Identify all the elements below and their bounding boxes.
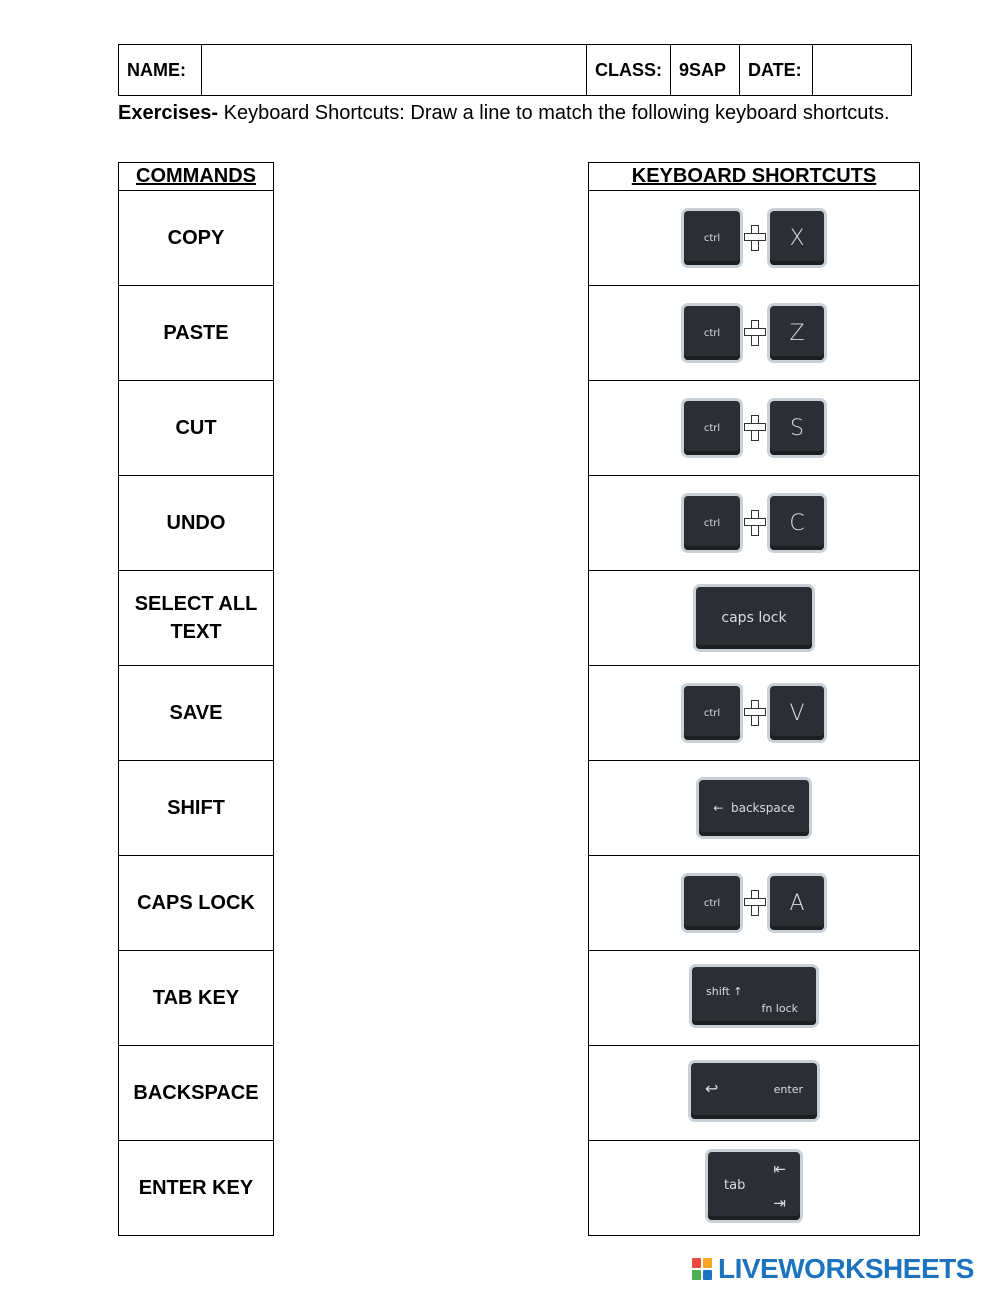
shortcut-cell[interactable] [589,761,920,856]
ctrl-key: ctrl [684,876,740,930]
liveworksheets-icon [692,1258,712,1280]
shortcut-cell[interactable] [589,666,920,761]
shift-label: shift ↑ [706,984,743,998]
letter-key: S [770,401,824,455]
command-item[interactable]: PASTE [119,286,274,381]
shortcut-cell[interactable] [589,381,920,476]
caps-lock-key: caps lock [696,587,812,649]
plus-icon [744,700,766,726]
letter-key: V [770,686,824,740]
name-label: NAME: [119,45,202,96]
ctrl-key: ctrl [684,401,740,455]
tab-key [708,1152,800,1220]
command-item[interactable]: TAB KEY [119,951,274,1046]
shortcut-cell[interactable] [589,286,920,381]
tab-forward-arrow-icon: ⇥ [773,1193,786,1212]
shortcuts-header: KEYBOARD SHORTCUTS [589,163,920,191]
letter-key: X [770,211,824,265]
left-arrow-icon: ← [713,801,724,815]
shortcut-cell[interactable] [589,476,920,571]
shortcuts-table [588,162,920,1236]
letter-key: C [770,496,824,550]
backspace-label: backspace [730,801,795,815]
name-field[interactable] [202,45,587,96]
shortcut-cell[interactable] [589,856,920,951]
liveworksheets-wordmark: LIVEWORKSHEETS [718,1253,974,1284]
instructions [118,97,908,129]
enter-label: enter [773,1082,803,1096]
ctrl-key: ctrl [684,496,740,550]
class-value: 9SAP [671,45,740,96]
tab-back-arrow-icon: ⇤ [773,1159,786,1178]
enter-key [691,1063,817,1119]
instructions-text: Keyboard Shortcuts: Draw a line to match the following keyboard shortcuts. [218,102,890,124]
key-combo [684,401,824,455]
letter-key: Z [770,306,824,360]
key-combo [684,306,824,360]
command-item[interactable]: SELECT ALL TEXT [119,571,274,666]
command-item[interactable]: SAVE [119,666,274,761]
command-item[interactable]: ENTER KEY [119,1141,274,1236]
shortcut-cell[interactable] [589,951,920,1046]
key-combo [684,496,824,550]
liveworksheets-logo [692,1252,974,1286]
command-item[interactable]: COPY [119,191,274,286]
plus-icon [744,415,766,441]
command-item[interactable]: SHIFT [119,761,274,856]
key-combo [684,686,824,740]
ctrl-key: ctrl [684,211,740,265]
date-label: DATE: [740,45,813,96]
commands-table [118,162,274,1236]
key-combo [684,876,824,930]
letter-key: A [770,876,824,930]
shortcut-cell[interactable] [589,571,920,666]
shortcut-cell[interactable] [589,191,920,286]
commands-header: COMMANDS [119,163,274,191]
plus-icon [744,890,766,916]
return-arrow-icon: ↩ [705,1078,719,1098]
key-combo [684,211,824,265]
backspace-key [699,780,809,836]
fn-lock-label: fn lock [761,1001,798,1015]
command-item[interactable]: CUT [119,381,274,476]
plus-icon [744,225,766,251]
shortcut-cell[interactable] [589,1141,920,1236]
shortcut-cell[interactable] [589,1046,920,1141]
shift-key [692,967,816,1025]
command-item[interactable]: BACKSPACE [119,1046,274,1141]
command-item[interactable]: CAPS LOCK [119,856,274,951]
class-label: CLASS: [587,45,671,96]
ctrl-key: ctrl [684,306,740,360]
tab-label: tab [724,1177,746,1193]
date-field[interactable] [813,45,912,96]
ctrl-key: ctrl [684,686,740,740]
command-item[interactable]: UNDO [119,476,274,571]
plus-icon [744,510,766,536]
plus-icon [744,320,766,346]
student-info-table [118,44,912,96]
instructions-bold: Exercises- [118,102,219,124]
